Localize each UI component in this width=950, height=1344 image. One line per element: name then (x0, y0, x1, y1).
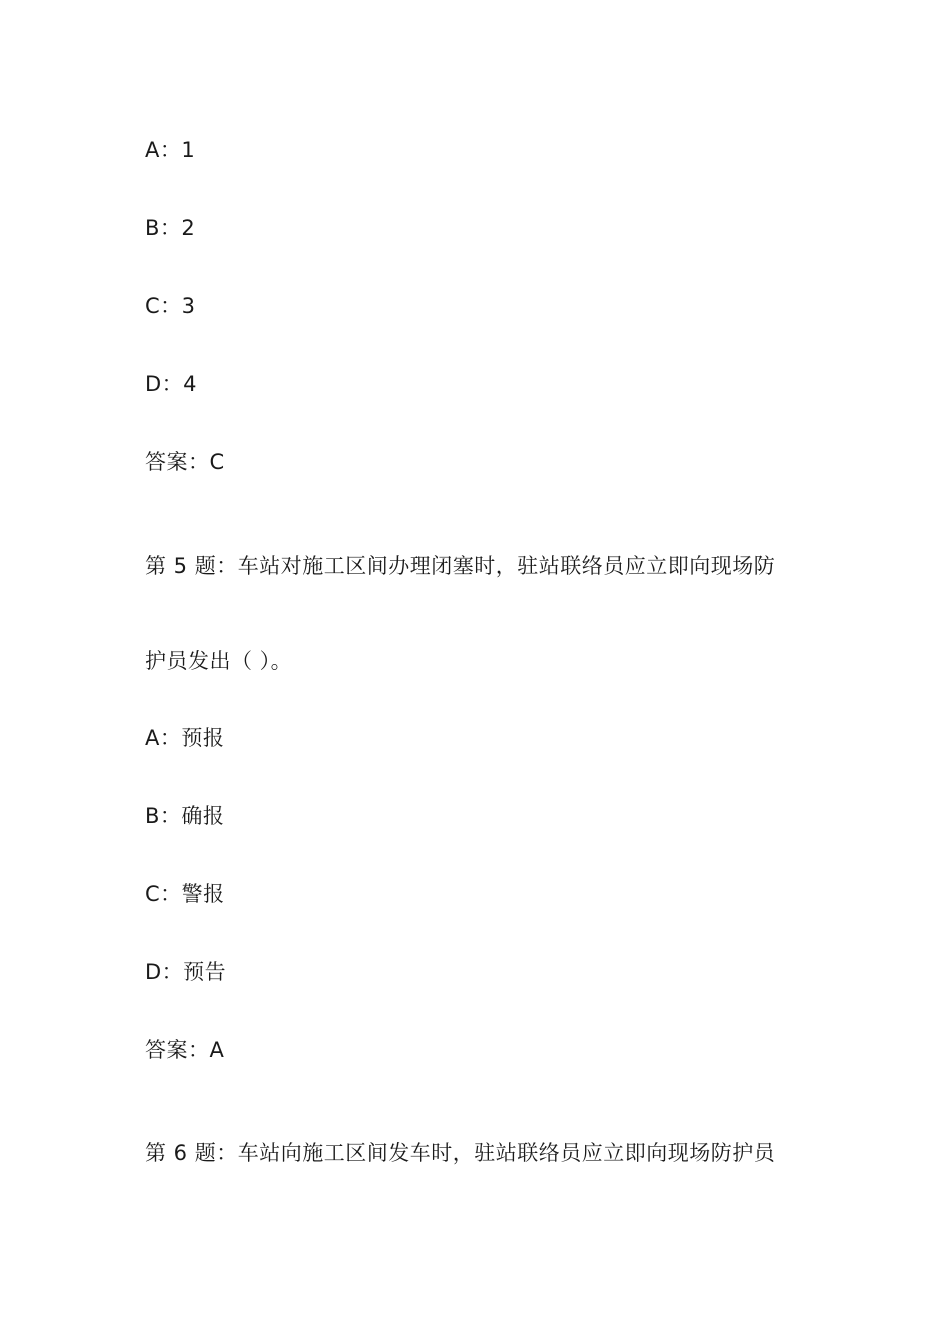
q4-option-b: B：2 (145, 216, 196, 240)
q5-option-c: C：警报 (145, 882, 225, 906)
q5-answer: 答案：A (145, 1038, 225, 1062)
q5-stem-line-1: 第 5 题：车站对施工区间办理闭塞时，驻站联络员应立即向现场防 (145, 554, 776, 578)
q4-answer: 答案：C (145, 450, 225, 474)
q5-option-a: A：预报 (145, 726, 225, 750)
q5-option-d: D：预告 (145, 960, 227, 984)
q6-stem-line-1: 第 6 题：车站向施工区间发车时，驻站联络员应立即向现场防护员 (145, 1141, 776, 1165)
q5-option-b: B：确报 (145, 804, 225, 828)
q4-option-d: D：4 (145, 372, 198, 396)
q5-stem-line-2: 护员发出（ ）。 (145, 649, 293, 673)
q4-option-c: C：3 (145, 294, 196, 318)
q4-option-a: A：1 (145, 138, 196, 162)
